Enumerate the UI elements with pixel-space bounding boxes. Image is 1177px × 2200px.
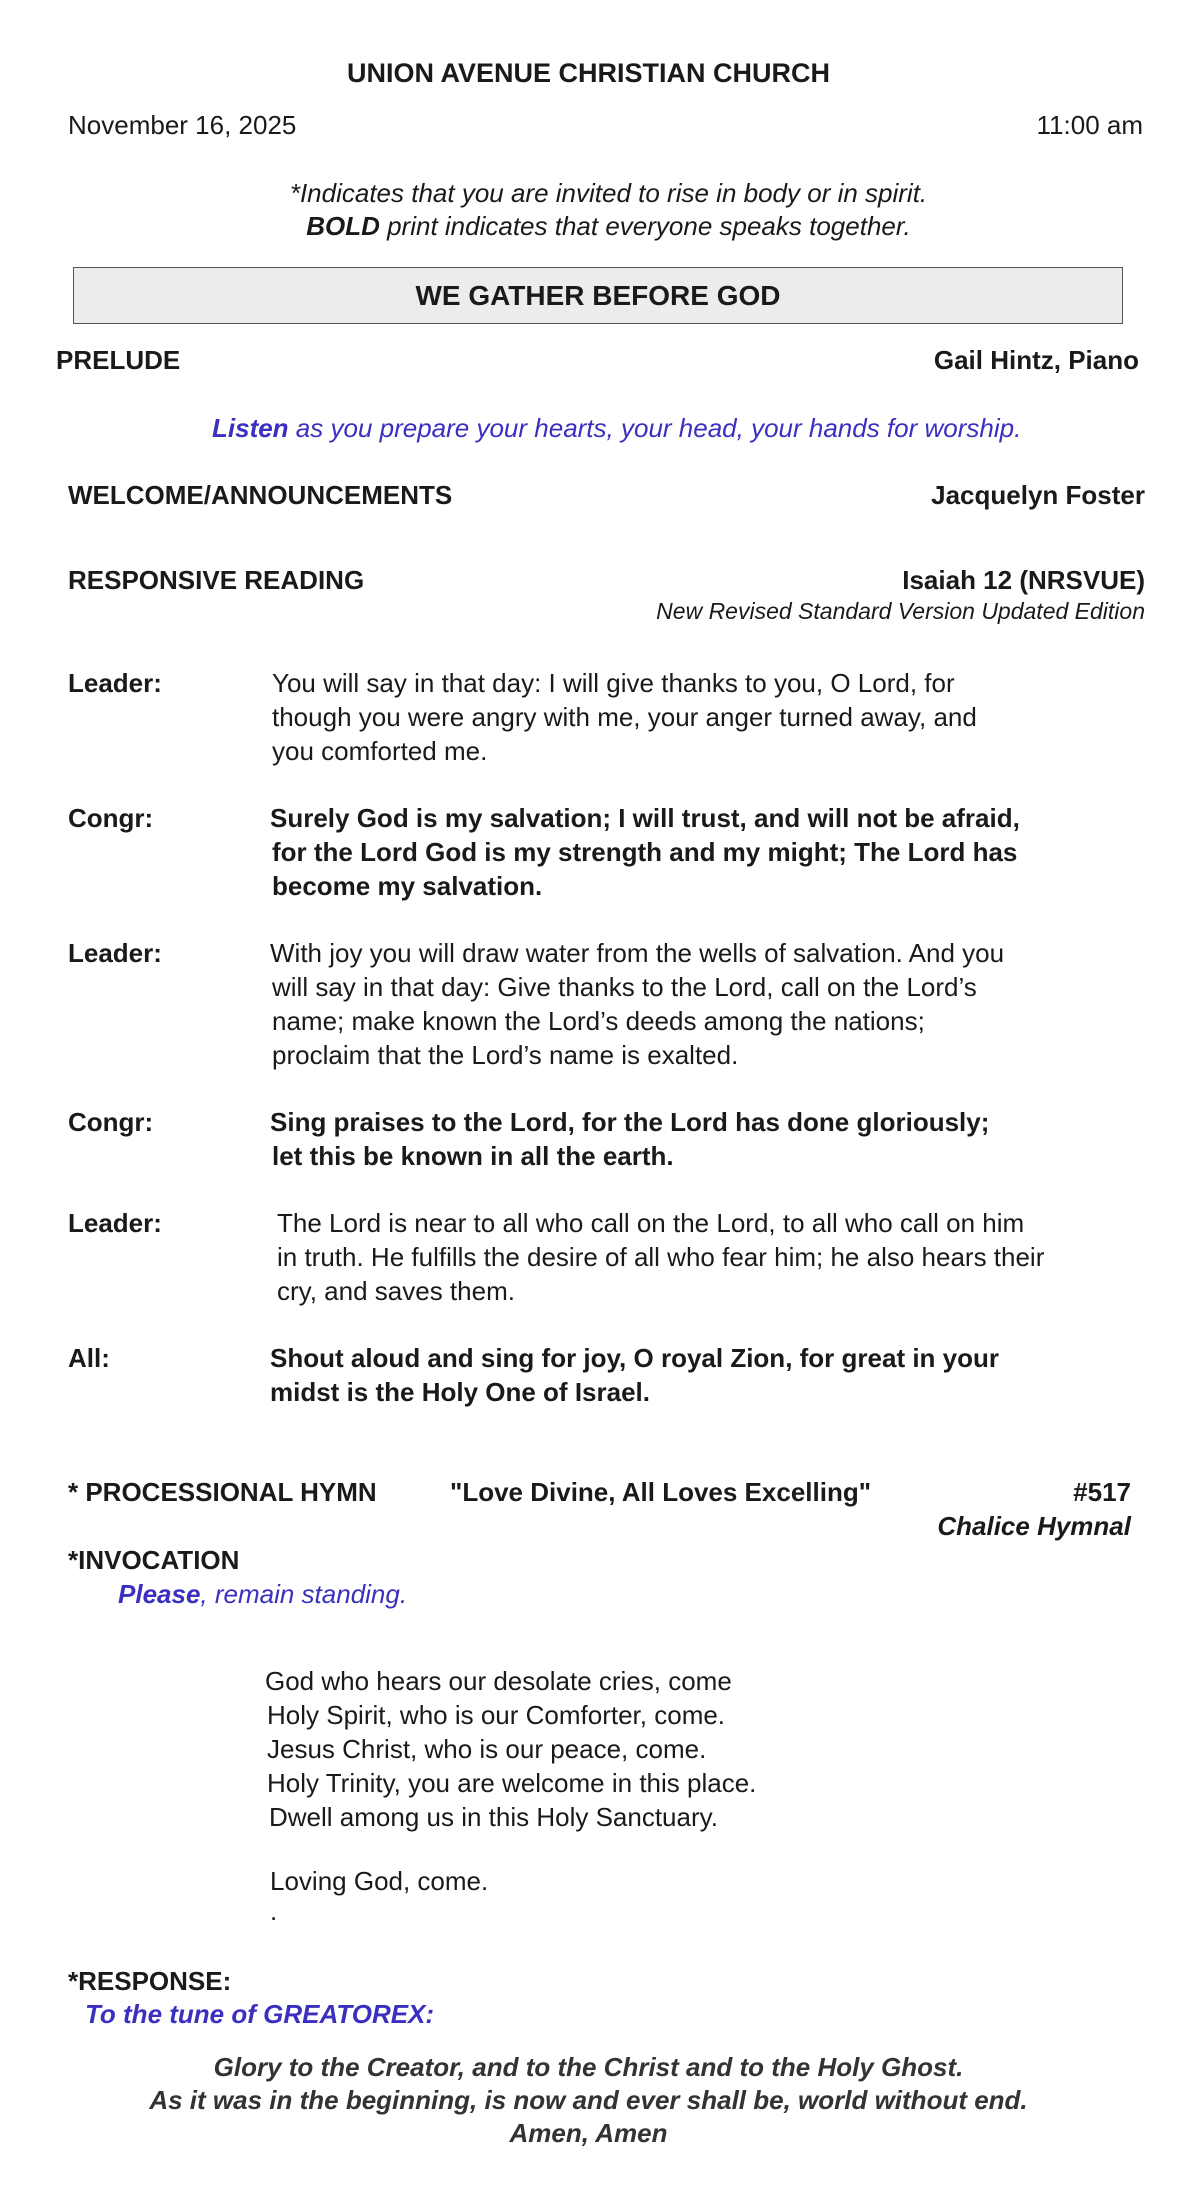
reading-label: RESPONSIVE READING: [68, 565, 365, 595]
invocation-text: [265, 1664, 756, 1834]
invocation-line: God who hears our desolate cries, come: [265, 1666, 732, 1696]
hymn-label: * PROCESSIONAL HYMN: [68, 1477, 377, 1507]
invocation-line: Holy Spirit, who is our Comforter, come.: [267, 1700, 726, 1730]
reading-scripture: Isaiah 12 (NRSVUE): [902, 565, 1145, 595]
prelude-performer-role: , Piano: [1053, 345, 1139, 375]
reading-line: though you were angry with me, your anger turned away, and: [272, 702, 977, 732]
welcome-leader: Jacquelyn Foster: [931, 480, 1145, 510]
reading-line: let this be known in all the earth.: [272, 1141, 674, 1171]
hymn-book: Chalice Hymnal: [937, 1511, 1131, 1541]
reading-text: [272, 666, 977, 768]
reading-text: [270, 936, 1004, 1072]
reading-speaker: Leader:: [68, 938, 162, 968]
invocation-instruction-text: , remain standing.: [200, 1579, 408, 1609]
reading-text: [270, 1341, 999, 1409]
invocation-label: *INVOCATION: [68, 1545, 240, 1575]
prelude-performer: [934, 345, 1139, 376]
reading-line: become my salvation.: [272, 871, 543, 901]
reading-line: for the Lord God is my strength and my might; The Lord has: [272, 837, 1018, 867]
rise-note: *Indicates that you are invited to rise in body or in spirit.: [289, 178, 928, 208]
response-line: As it was in the beginning, is now and ever shall be, world without end.: [149, 2085, 1028, 2115]
reading-speaker: Leader:: [68, 1208, 162, 1238]
reading-line: will say in that day: Give thanks to the Lord, call on the Lord’s: [272, 972, 977, 1002]
reading-speaker: Congr:: [68, 803, 154, 833]
section-banner: WE GATHER BEFORE GOD: [73, 267, 1123, 324]
invocation-line: Holy Trinity, you are welcome in this place.: [267, 1768, 757, 1798]
reading-line: proclaim that the Lord’s name is exalted.: [272, 1040, 739, 1070]
bold-note: [20, 211, 1177, 242]
reading-version: New Revised Standard Version Updated Edition: [656, 598, 1145, 624]
reading-line: you comforted me.: [272, 736, 488, 766]
reading-text: [270, 801, 1020, 903]
invocation-instruction: [118, 1579, 407, 1610]
reading-speaker: Congr:: [68, 1107, 154, 1137]
reading-line: in truth. He fulfills the desire of all who fear him; he also hears their: [277, 1242, 1045, 1272]
bold-note-keyword: BOLD: [306, 211, 380, 241]
reading-line: You will say in that day: I will give thanks to you, O Lord, for: [272, 668, 955, 698]
service-date: November 16, 2025: [68, 110, 297, 140]
reading-text: [277, 1206, 1044, 1308]
response-line: Glory to the Creator, and to the Christ and to the Holy Ghost.: [213, 2052, 964, 2082]
reading-line: name; make known the Lord’s deeds among the nations;: [272, 1006, 925, 1036]
prelude-performer-name: Gail Hintz: [933, 345, 1054, 375]
reading-line: Surely God is my salvation; I will trust, and will not be afraid,: [270, 803, 1020, 833]
invocation-line: Jesus Christ, who is our peace, come.: [267, 1734, 707, 1764]
reading-line: Shout aloud and sing for joy, O royal Zion, for great in your: [270, 1343, 999, 1373]
reading-line: With joy you will draw water from the wells of salvation. And you: [270, 938, 1005, 968]
reading-text: [270, 1105, 989, 1173]
invocation-line: Dwell among us in this Holy Sanctuary.: [269, 1802, 718, 1832]
church-name: UNION AVENUE CHRISTIAN CHURCH: [346, 58, 830, 88]
reading-line: The Lord is near to all who call on the Lord, to all who call on him: [277, 1208, 1025, 1238]
prelude-label: PRELUDE: [56, 345, 181, 375]
prelude-instruction: [212, 413, 1021, 444]
response-amen: Amen, Amen: [509, 2118, 668, 2148]
invocation-dot: .: [270, 1896, 278, 1926]
prelude-instruction-text: as you prepare your hearts, your head, your hands for worship.: [288, 413, 1022, 443]
bold-note-text: print indicates that everyone speaks together.: [379, 211, 911, 241]
reading-speaker: Leader:: [68, 668, 162, 698]
invocation-instruction-keyword: Please: [118, 1579, 201, 1609]
reading-line: midst is the Holy One of Israel.: [270, 1377, 650, 1407]
prelude-instruction-keyword: Listen: [212, 413, 289, 443]
reading-speaker: All:: [68, 1343, 110, 1373]
welcome-label: WELCOME/ANNOUNCEMENTS: [68, 480, 453, 510]
service-time: 11:00 am: [1036, 110, 1143, 140]
hymn-title: "Love Divine, All Loves Excelling": [450, 1477, 872, 1507]
reading-line: cry, and saves them.: [277, 1276, 515, 1306]
hymn-number: #517: [1073, 1477, 1131, 1507]
response-tune: To the tune of GREATOREX:: [85, 1999, 435, 2029]
response-label: *RESPONSE:: [68, 1966, 232, 1996]
reading-line: Sing praises to the Lord, for the Lord has done gloriously;: [270, 1107, 990, 1137]
invocation-closing: Loving God, come.: [270, 1866, 489, 1896]
